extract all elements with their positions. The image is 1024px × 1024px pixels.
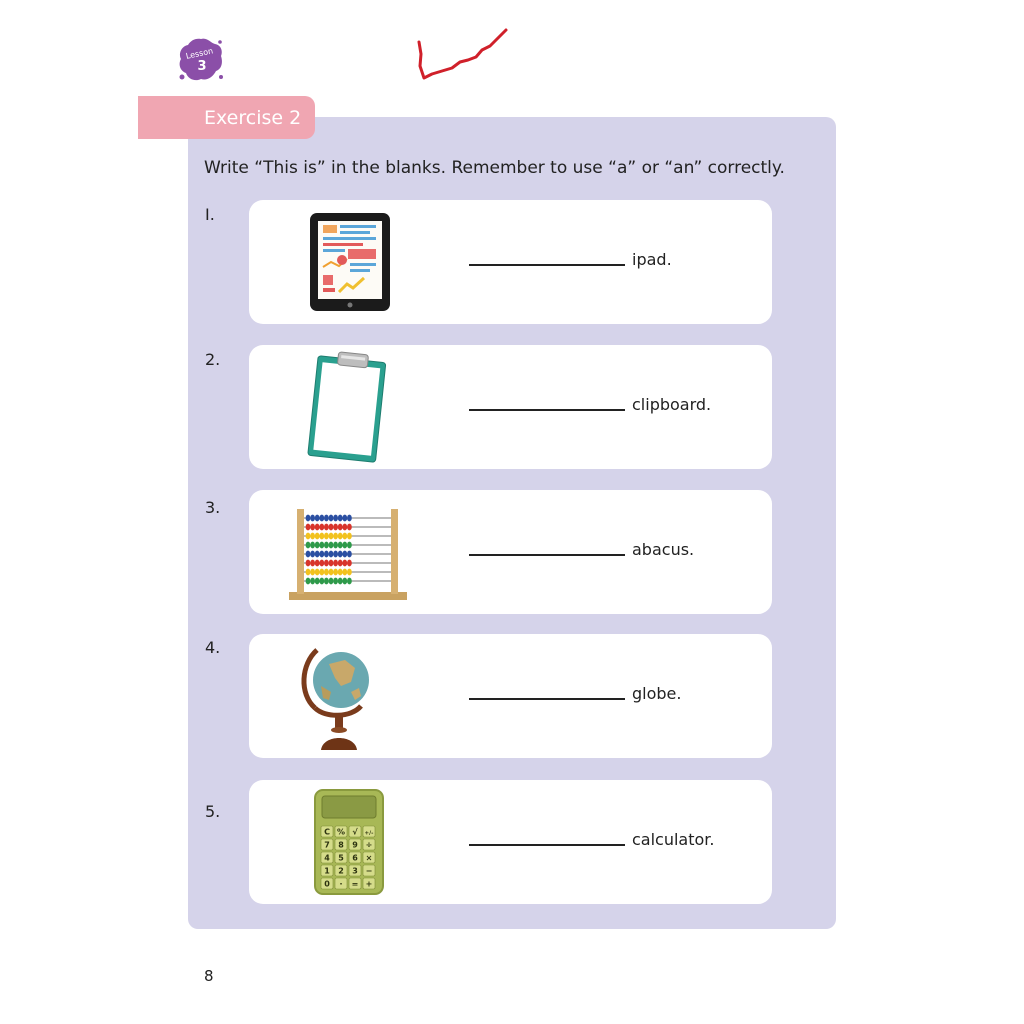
abacus-bead [319,560,324,567]
abacus-bead [306,515,311,522]
abacus-bead [319,551,324,558]
abacus-bead [324,533,329,540]
abacus-bead [315,524,320,531]
abacus-bead [333,542,338,549]
abacus-bead [347,560,352,567]
calculator-icon [313,788,385,896]
abacus-bead [329,551,334,558]
calculator-key-label: % [336,827,346,837]
abacus-icon [289,506,407,602]
item-word: ipad. [632,250,672,269]
abacus-bead [306,569,311,576]
abacus-bead [342,569,347,576]
abacus-bead [310,569,315,576]
answer-blank[interactable] [469,554,625,556]
calculator-key-label: 4 [324,853,330,863]
abacus-bead [338,524,343,531]
abacus-bead [338,551,343,558]
abacus-bead [342,533,347,540]
item-card-clipboard [249,345,772,469]
item-card-abacus [249,490,772,614]
calculator-key-label: 6 [352,853,358,863]
abacus-bead [347,515,352,522]
abacus-bead [315,560,320,567]
abacus-bead [319,524,324,531]
abacus-bead [306,533,311,540]
abacus-bead [319,542,324,549]
abacus-bead [333,551,338,558]
abacus-bead [333,560,338,567]
abacus-bead [319,569,324,576]
abacus-bead [306,524,311,531]
calculator-key-label: 5 [338,853,344,863]
abacus-bead [342,578,347,585]
calculator-key-label: 3 [352,866,358,876]
lesson-label: Lesson [185,46,214,61]
abacus-bead [310,542,315,549]
abacus-bead [338,560,343,567]
abacus-bead [315,578,320,585]
item-word: globe. [632,684,682,703]
calculator-key-label: √ [352,827,358,837]
lesson-badge [176,36,226,84]
abacus-bead [324,515,329,522]
abacus-bead [338,515,343,522]
abacus-bead [319,533,324,540]
abacus-bead [333,515,338,522]
abacus-bead [324,524,329,531]
calculator-key-label: 2 [338,866,344,876]
abacus-bead [319,578,324,585]
abacus-bead [347,569,352,576]
calculator-key-label: 8 [338,840,344,850]
abacus-bead [342,542,347,549]
calculator-key-label: 9 [352,840,358,850]
calculator-key-label: 0 [324,879,330,889]
abacus-bead [347,533,352,540]
abacus-bead [338,569,343,576]
abacus-bead [347,578,352,585]
abacus-bead [324,542,329,549]
abacus-bead [306,578,311,585]
item-card-ipad [249,200,772,324]
abacus-bead [329,524,334,531]
abacus-bead [306,560,311,567]
abacus-bead [347,542,352,549]
calculator-key-label: ÷ [365,840,373,850]
calculator-key-label: +/- [364,830,374,837]
calculator-key-label: 7 [324,840,330,850]
item-card-globe [249,634,772,758]
exercise-title: Exercise 2 [138,96,315,139]
abacus-bead [329,515,334,522]
abacus-bead [329,542,334,549]
lesson-number: 3 [197,59,207,74]
abacus-bead [347,524,352,531]
clipboard-icon [303,351,391,463]
calculator-key-label: × [365,853,373,863]
abacus-bead [324,578,329,585]
calculator-key-label: · [339,879,343,889]
abacus-bead [315,542,320,549]
calculator-key-label: 1 [324,866,330,876]
abacus-bead [306,542,311,549]
item-word: clipboard. [632,395,712,414]
abacus-bead [342,515,347,522]
abacus-bead [338,533,343,540]
calculator-key-label: + [365,879,373,889]
abacus-bead [329,569,334,576]
abacus-bead [329,560,334,567]
item-number: 3. [205,498,221,517]
item-number: 2. [205,350,221,369]
abacus-bead [342,551,347,558]
abacus-bead [319,515,324,522]
instructions: Write “This is” in the blanks. Remember to use “a” or “an” correctly. [204,158,785,178]
calculator-key-label: = [351,879,359,889]
calculator-key-label: − [365,866,373,876]
abacus-bead [333,578,338,585]
abacus-bead [310,524,315,531]
abacus-bead [329,533,334,540]
item-number: 5. [205,802,221,821]
abacus-bead [324,569,329,576]
abacus-bead [310,533,315,540]
item-number: I. [205,205,215,224]
abacus-bead [306,551,311,558]
item-word: abacus. [632,540,695,559]
abacus-bead [315,515,320,522]
abacus-bead [310,515,315,522]
answer-blank[interactable] [469,264,625,266]
abacus-bead [333,569,338,576]
item-card-calculator [249,780,772,904]
check-mark-icon [412,24,512,88]
abacus-bead [347,551,352,558]
item-word: calculator. [632,830,715,849]
globe-icon [301,642,377,754]
ipad-icon [309,212,391,312]
abacus-bead [324,560,329,567]
abacus-bead [342,560,347,567]
page-number: 8 [204,967,214,985]
abacus-bead [333,533,338,540]
answer-blank[interactable] [469,409,625,411]
abacus-bead [310,551,315,558]
answer-blank[interactable] [469,844,625,846]
calculator-key-label: C [324,827,330,837]
abacus-bead [315,551,320,558]
abacus-bead [333,524,338,531]
abacus-bead [342,524,347,531]
abacus-bead [338,578,343,585]
abacus-bead [324,551,329,558]
abacus-bead [315,533,320,540]
abacus-bead [338,542,343,549]
abacus-bead [310,578,315,585]
item-number: 4. [205,638,221,657]
abacus-bead [329,578,334,585]
abacus-bead [310,560,315,567]
answer-blank[interactable] [469,698,625,700]
abacus-bead [315,569,320,576]
